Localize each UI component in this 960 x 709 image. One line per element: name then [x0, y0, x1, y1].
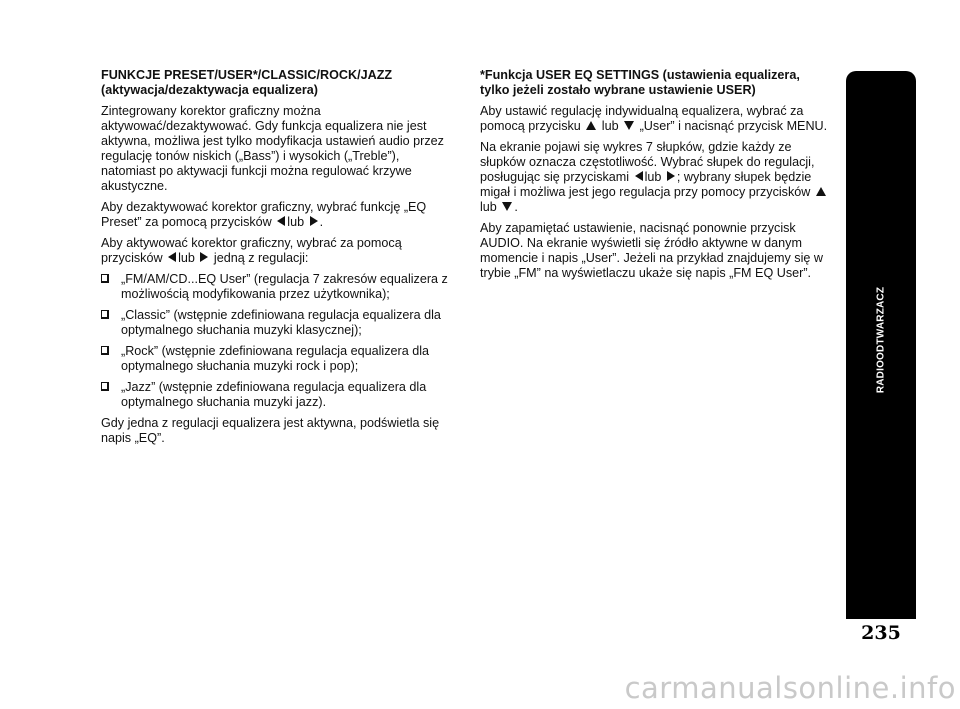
arrow-right-icon [667, 171, 675, 181]
arrow-down-icon [624, 121, 634, 130]
list-item [101, 272, 453, 302]
list-item [101, 344, 453, 374]
paragraph-activate [101, 236, 453, 266]
checkbox-bullet-icon [101, 346, 109, 355]
chapter-label: RADIOODTWARZACZ [875, 286, 887, 394]
text: Aby aktywować korektor graficzny, wybrać za pomocą przycisków [101, 236, 402, 265]
arrow-left-icon [277, 216, 285, 226]
text: lub [178, 251, 195, 265]
watermark: carmanualsonline.info [624, 671, 956, 705]
text: . [319, 215, 324, 229]
checkbox-bullet-icon [101, 382, 109, 391]
text: jedną z regulacji: [213, 251, 309, 265]
checkbox-bullet-icon [101, 274, 109, 283]
list-item-text: „Rock” (wstępnie zdefiniowana regulacja equalizera dla optymalnego słuchania muzyki rock i pop); [121, 344, 430, 373]
arrow-up-icon [816, 187, 826, 196]
text: . [514, 200, 518, 214]
list-item-text: „Jazz” (wstępnie zdefiniowana regulacja equalizera dla optymalnego słuchania muzyki jazz). [121, 380, 427, 409]
arrow-right-icon [310, 216, 318, 226]
section-heading-right: *Funkcja USER EQ SETTINGS (ustawienia equalizera, tylko jeżeli zostało wybrane ustawienie USER) [480, 68, 800, 97]
left-column [101, 68, 453, 452]
text: lub [644, 170, 662, 184]
text: ; wybrany słupek będzie migał i możliwa jest jego regulacja przy pomocy przycisków [480, 170, 812, 199]
list-item-text: „Classic” (wstępnie zdefiniowana regulacja equalizera dla optymalnego słuchania muzyki klasycznej); [121, 308, 441, 337]
list-item-text: „FM/AM/CD...EQ User” (regulacja 7 zakresów equalizera z możliwością modyfikowania przez użytkownika); [121, 272, 448, 301]
right-column [480, 68, 832, 287]
list-item [101, 380, 453, 410]
paragraph-intro: Zintegrowany korektor graficzny można aktywować/dezaktywować. Gdy funkcja equalizera nie jest aktywna, możliwa jest tylko modyfikacja ustawień audio przez regulację tonów niskich („Bass”) i wysokich („Treble”), natomiast po aktywacji funkcji można regulować krzywe akustyczne. [101, 104, 444, 193]
paragraph-user-eq [480, 104, 832, 134]
text: „User” i nacisnąć przycisk MENU. [639, 119, 828, 133]
checkbox-bullet-icon [101, 310, 109, 319]
paragraph-eq-indicator: Gdy jedna z regulacji equalizera jest aktywna, podświetla się napis „EQ”. [101, 416, 440, 445]
paragraph-save: Aby zapamiętać ustawienie, nacisnąć ponownie przycisk AUDIO. Na ekranie wyświetli się źródło aktywne w danym momencie i napis „User”. Jeżeli na przykład znajdujemy się w trybie „FM” na wyświetlaczu ukaże się napis „FM EQ User”. [480, 221, 823, 280]
arrow-up-icon [586, 121, 596, 130]
arrow-left-icon [168, 252, 176, 262]
text: Aby dezaktywować korektor graficzny, wybrać funkcję „EQ Preset” za pomocą przycisków [101, 200, 427, 229]
text: Aby ustawić regulację indywidualną equalizera, wybrać za pomocą przycisku [480, 104, 804, 133]
text: lub [287, 215, 305, 229]
list-item [101, 308, 453, 338]
page-number: 235 [861, 622, 901, 644]
section-heading-left: FUNKCJE PRESET/USER*/CLASSIC/ROCK/JAZZ (aktywacja/dezaktywacja equalizera) [101, 68, 393, 97]
text: lub [480, 200, 497, 214]
arrow-right-icon [200, 252, 208, 262]
paragraph-bars [480, 140, 832, 215]
paragraph-deactivate [101, 200, 453, 230]
arrow-down-icon [502, 202, 512, 211]
text: Na ekranie pojawi się wykres 7 słupków, gdzie każdy ze słupków oznacza częstotliwość. Wybrać słupek do regulacji, posługując się przyciskami [480, 140, 815, 184]
arrow-left-icon [635, 171, 643, 181]
text: lub [601, 119, 619, 133]
